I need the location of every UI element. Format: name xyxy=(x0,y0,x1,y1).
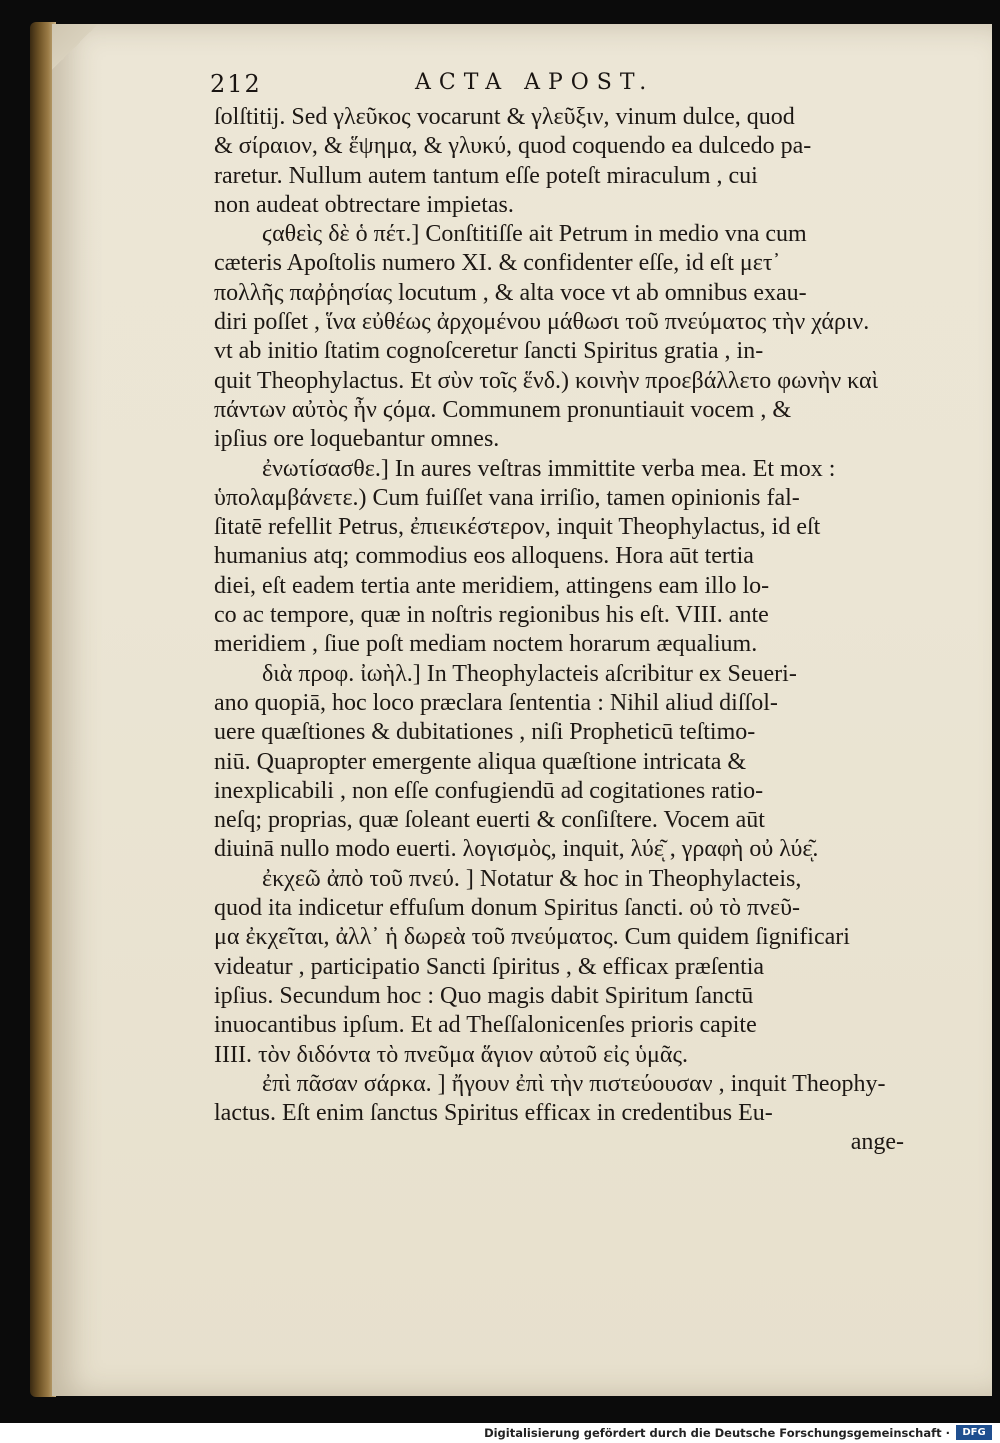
text-line: cæteris Apoſtolis numero XI. & confidenter eſſe, id eſt μετ᾽ xyxy=(214,250,781,277)
text-line: ſitatē refellit Petrus, ἐπιεικέστερον, inquit Theophylactus, id eſt xyxy=(214,514,821,541)
text-line: meridiem , ſiue poſt mediam noctem horarum æqualium. xyxy=(214,631,758,658)
text-line: ipſius. Secundum hoc : Quo magis dabit Spiritum ſanctū xyxy=(214,982,754,1009)
text-line: diei, eſt eadem tertia ante meridiem, attingens eam illo lo- xyxy=(214,572,770,599)
text-line: diuinā nullo modo euerti. λογισμὸς, inquit, λύε͂ͅ , γραφὴ οὐ λύε͂ͅ. xyxy=(214,836,819,863)
text-line: ſolſtitij. Sed γλεῦκος vocarunt & γλεῦξιν, vinum dulce, quod xyxy=(214,104,795,130)
text-line: quod ita indicetur effuſum donum Spiritus ſancti. οὐ τὸ πνεῦ- xyxy=(214,895,800,922)
text-line: uere quæſtiones & dubitationes , niſi Propheticū teſtimo- xyxy=(214,719,756,746)
text-line: μα ἐκχεῖται, ἀλλ᾽ ἡ δωρεὰ τοῦ πνεύματος. Cum quidem ſignificari xyxy=(214,924,850,951)
text-line: non audeat obtrectare impietas. xyxy=(214,191,514,218)
text-line: lactus. Eſt enim ſanctus Spiritus efficax in credentibus Eu- xyxy=(214,1100,773,1127)
running-head xyxy=(210,70,770,104)
text-line: ϛαθεὶς δὲ ὁ πέτ.] Conſtitiſſe ait Petrum in medio vna cum xyxy=(262,221,807,248)
text-line: διὰ προφ. ἰωὴλ.] In Theophylacteis aſcribitur ex Seueri- xyxy=(262,660,797,687)
text-line: ano quopiā, hoc loco præclara ſententia : Nihil aliud diſſol- xyxy=(214,689,778,716)
text-line: inexplicabili , non eſſe confugiendū ad cogitationes ratio- xyxy=(214,777,764,804)
running-title: ACTA APOST. xyxy=(415,70,655,95)
footer-bar xyxy=(0,1423,1000,1443)
text-line: inuocantibus ipſum. Et ad Theſſalonicenſes prioris capite xyxy=(214,1012,757,1039)
text-line: & σίραιον, & ἕψημα, & γλυκύ, quod coquendo ea dulcedo pa- xyxy=(214,133,812,160)
text-line: co ac tempore, quæ in noſtris regionibus his eſt. VIII. ante xyxy=(214,602,769,629)
text-line: niū. Quapropter emergente aliqua quæſtione intricata & xyxy=(214,748,747,775)
text-line: neſq; proprias, quæ ſoleant euerti & conſiſtere. Vocem aūt xyxy=(214,807,765,834)
text-line: IIII. τὸν διδόντα τὸ πνεῦμα ἅγιον αὐτοῦ εἰς ὑμᾶς. xyxy=(214,1041,688,1068)
text-line: humanius atq; commodius eos alloquens. Hora aūt tertia xyxy=(214,543,754,570)
text-line: ἐπὶ πᾶσαν σάρκα. ] ἤγουν ἐπὶ τὴν πιστεύουσαν , inquit Theophy- xyxy=(262,1070,886,1097)
text-line: diri poſſet , ἵνα εὐθέως ἀρχομένου μάθωσι τοῦ πνεύματος τὴν χάριν. xyxy=(214,309,870,336)
body-text xyxy=(214,103,910,1158)
funding-credit: Digitalisierung gefördert durch die Deutsche Forschungsgemeinschaft · xyxy=(484,1426,950,1440)
text-line: ipſius ore loquebantur omnes. xyxy=(214,426,500,453)
page-number: 212 xyxy=(210,70,262,98)
dfg-logo: DFG xyxy=(956,1425,992,1440)
text-line: raretur. Nullum autem tantum eſſe poteſt miraculum , cui xyxy=(214,162,758,189)
text-line: vt ab initio ſtatim cognoſceretur ſancti Spiritus gratia , in- xyxy=(214,338,764,365)
text-line: videatur , participatio Sancti ſpiritus , & efficax præſentia xyxy=(214,953,765,980)
text-line: πολλῆς παῤῥησίας locutum , & alta voce vt ab omnibus exau- xyxy=(214,279,807,306)
folded-corner xyxy=(52,24,98,70)
text-line: ὑπολαμβάνετε.) Cum fuiſſet vana irriſio, tamen opinionis fal- xyxy=(214,484,800,511)
catchword: ange- xyxy=(850,1129,904,1156)
text-line: ἐνωτίσασθε.] In aures veſtras immittite verba mea. Et mox : xyxy=(262,455,836,482)
text-line: πάντων αὐτὸς ἦν ϛόμα. Communem pronuntiauit vocem , & xyxy=(214,396,791,423)
text-line: quit Theophylactus. Et σὺν τοῖς ἕνδ.) κοινὴν προεβάλλετο φωνὴν καὶ xyxy=(214,367,879,394)
text-line: ἐκχεῶ ἀπὸ τοῦ πνεύ. ] Notatur & hoc in Theophylacteis, xyxy=(262,865,802,892)
